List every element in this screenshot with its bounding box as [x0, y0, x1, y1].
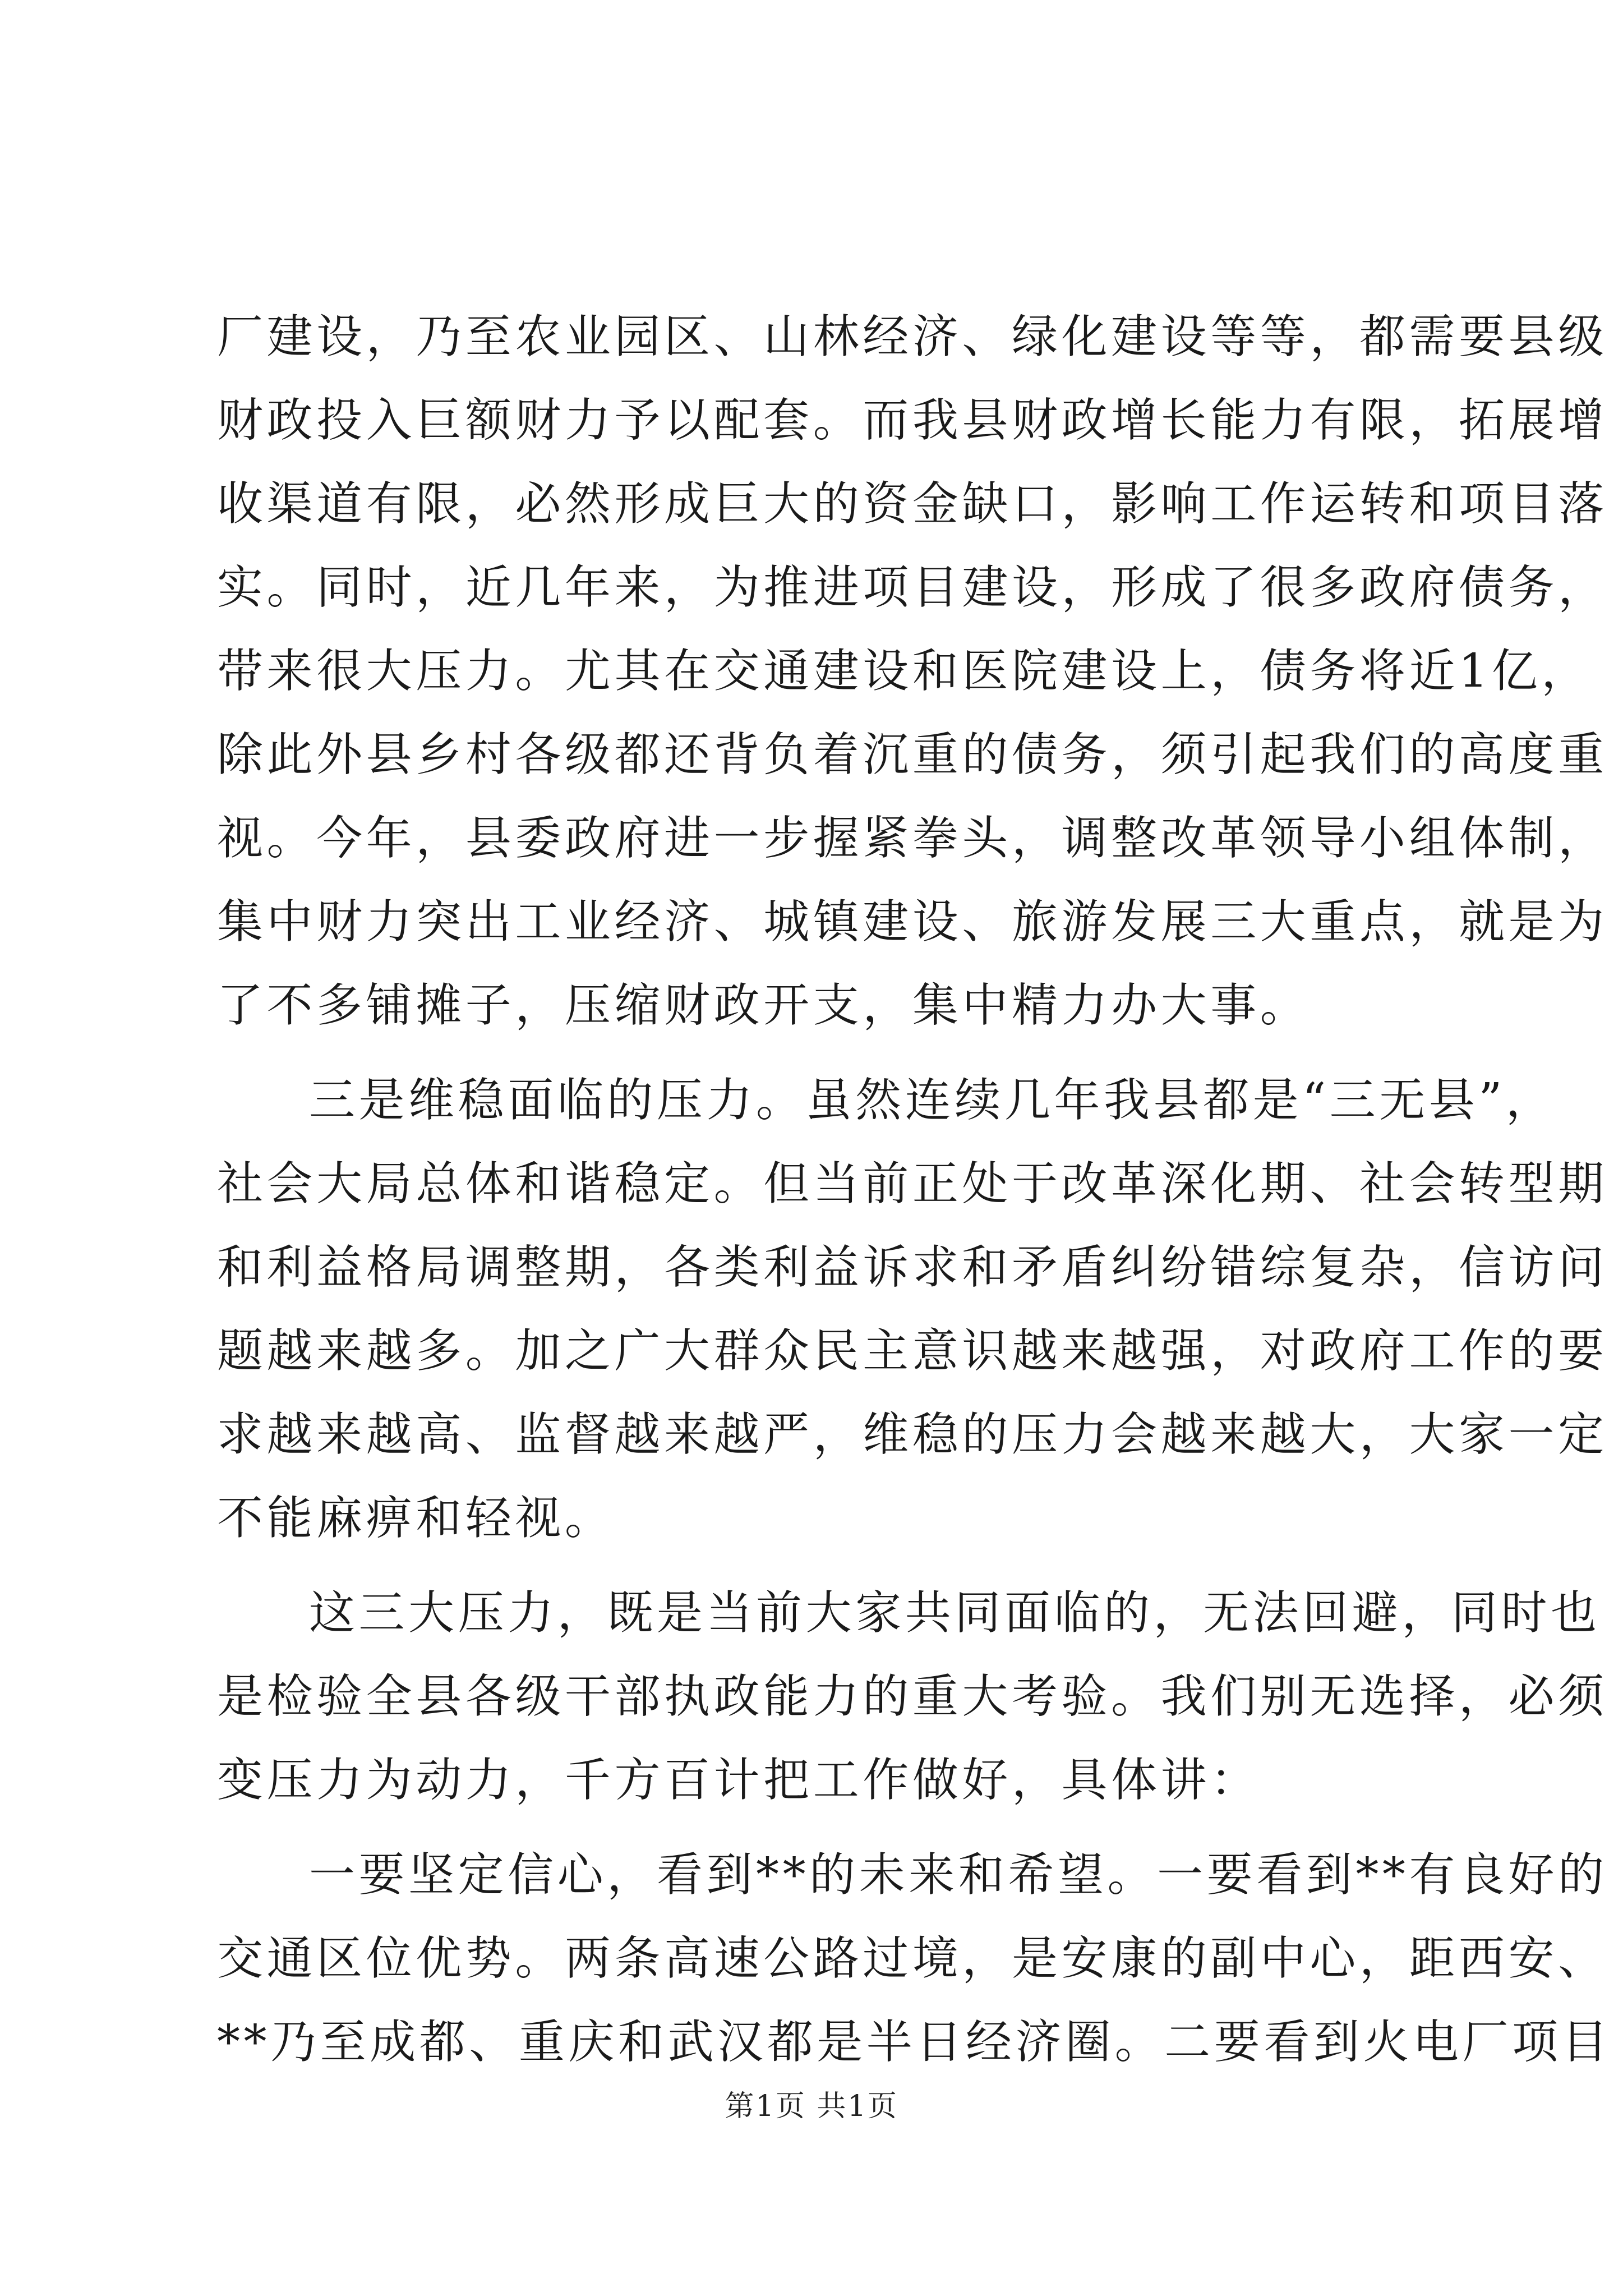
text-line: 了不多铺摊子，压缩财政开支，集中精力办大事。: [217, 979, 1310, 1032]
text-line: **乃至成都、重庆和武汉都是半日经济圈。二要看到火电厂项目: [217, 2016, 1612, 2069]
text-line: 交通区位优势。两条高速公路过境，是安康的副中心，距西安、: [217, 1932, 1608, 1985]
text-line: 不能麻痹和轻视。: [217, 1492, 615, 1545]
text-line: 求越来越高、监督越来越严，维稳的压力会越来越大，大家一定: [217, 1408, 1608, 1461]
text-line: 视。今年，县委政府进一步握紧拳头，调整改革领导小组体制，: [217, 812, 1608, 865]
text-line: 这三大压力，既是当前大家共同面临的，无法回避，同时也: [309, 1586, 1601, 1640]
document-body: [217, 295, 1612, 2084]
paragraph-3: [217, 1571, 1608, 1822]
text-line: 收渠道有限，必然形成巨大的资金缺口，影响工作运转和项目落: [217, 477, 1608, 531]
text-line: 财政投入巨额财力予以配套。而我县财政增长能力有限，拓展增: [217, 394, 1608, 447]
page-number-footer: 第1页 共1页: [725, 2090, 898, 2123]
text-line: 是检验全县各级干部执政能力的重大考验。我们别无选择，必须: [217, 1670, 1608, 1723]
text-line: 实。同时，近几年来，为推进项目建设，形成了很多政府债务，: [217, 561, 1608, 614]
text-line: 一要坚定信心，看到**的未来和希望。一要看到**有良好的: [309, 1848, 1608, 1902]
text-line: 带来很大压力。尤其在交通建设和医院建设上，债务将近1亿，: [217, 645, 1591, 698]
paragraph-2: [217, 1059, 1608, 1560]
text-line: 变压力为动力，千方百计把工作做好，具体讲：: [217, 1754, 1260, 1807]
text-line: 除此外县乡村各级都还背负着沉重的债务，须引起我们的高度重: [217, 728, 1608, 781]
text-line: 社会大局总体和谐稳定。但当前正处于改革深化期、社会转型期: [217, 1157, 1608, 1211]
text-line: 厂建设，乃至农业园区、山林经济、绿化建设等等，都需要县级: [217, 310, 1608, 364]
paragraph-1: [217, 295, 1608, 1047]
text-line: 和利益格局调整期，各类利益诉求和矛盾纠纷错综复杂，信访问: [217, 1241, 1608, 1294]
text-line: 题越来越多。加之广大群众民主意识越来越强，对政府工作的要: [217, 1324, 1608, 1378]
paragraph-4: [217, 1833, 1612, 2084]
text-line: 集中财力突出工业经济、城镇建设、旅游发展三大重点，就是为: [217, 895, 1608, 949]
text-line: 三是维稳面临的压力。虽然连续几年我县都是“三无县”，: [309, 1074, 1556, 1127]
